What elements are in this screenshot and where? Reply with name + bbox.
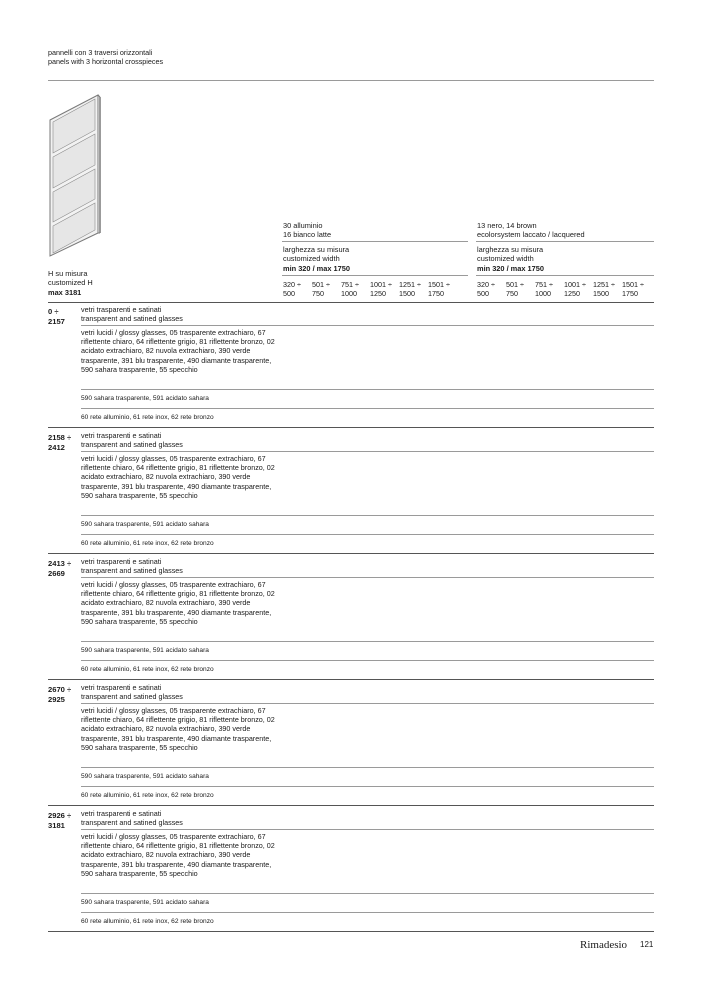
h-range <box>48 811 82 830</box>
row-divider <box>81 389 654 390</box>
width-range-cell: 1501 ÷ 1750 <box>428 280 450 299</box>
column-2-width <box>477 245 544 273</box>
width-range-cell: 320 ÷ 500 <box>283 280 301 299</box>
group-divider <box>48 805 654 806</box>
row-divider <box>81 786 654 787</box>
panel-illustration <box>46 93 102 258</box>
column-1-finish-line2: 16 bianco latte <box>283 230 332 240</box>
column-1-divider <box>282 241 468 242</box>
sahara-glass-list: 590 sahara trasparente, 591 acidato sahara <box>81 521 209 528</box>
row-divider <box>81 767 654 768</box>
table-bottom-rule <box>48 931 654 932</box>
glass-group-title-italian: vetri trasparenti e satinati <box>81 809 162 818</box>
row-divider <box>81 515 654 516</box>
h-range-to: 2157 <box>48 316 65 326</box>
glass-group-title <box>81 557 183 575</box>
mesh-glass-list: 60 rete alluminio, 61 rete inox, 62 rete bronzo <box>81 666 214 673</box>
row-divider <box>81 912 654 913</box>
glass-group-title-english: transparent and satined glasses <box>81 566 183 576</box>
row-divider <box>81 829 654 830</box>
h-range-from: 2926 ÷ <box>48 811 72 820</box>
column-2-finish-line2: ecolorsystem laccato / lacquered <box>477 230 585 240</box>
glossy-glass-list: vetri lucidi / glossy glasses, 05 trasparente extrachiaro, 67 riflettente chiaro, 64 riflettente grigio, 81 riflettente bronzo, 02 acidato extrachiaro, 82 nuvola extrachiaro, 390 verde trasparente, 391 blu trasparente, 490 diamante trasparente, 590 sahara trasparente, 55 specchio <box>81 706 275 752</box>
title-italian: pannelli con 3 traversi orizzontali <box>48 48 153 57</box>
group-divider <box>48 553 654 554</box>
sahara-glass-list: 590 sahara trasparente, 591 acidato sahara <box>81 899 209 906</box>
row-divider <box>81 641 654 642</box>
glass-group-title-english: transparent and satined glasses <box>81 692 183 702</box>
table-top-rule <box>48 302 654 303</box>
title-english: panels with 3 horizontal crosspieces <box>48 57 164 67</box>
glass-group-title-italian: vetri trasparenti e satinati <box>81 557 162 566</box>
glass-group-title-english: transparent and satined glasses <box>81 440 183 450</box>
glass-group-title-english: transparent and satined glasses <box>81 314 183 324</box>
column-2-finish <box>477 221 585 240</box>
glass-group-title <box>81 683 183 701</box>
sahara-glass-list: 590 sahara trasparente, 591 acidato sahara <box>81 773 209 780</box>
row-divider <box>81 408 654 409</box>
width-range-cell: 501 ÷ 750 <box>506 280 524 299</box>
h-range-to: 2669 <box>48 568 65 578</box>
width-range-cell: 751 ÷ 1000 <box>535 280 553 299</box>
column-1-width <box>283 245 350 273</box>
glass-group-title-italian: vetri trasparenti e satinati <box>81 305 162 314</box>
column-1-divider-2 <box>282 275 468 276</box>
width-range-cell: 1251 ÷ 1500 <box>399 280 421 299</box>
group-divider <box>48 679 654 680</box>
page-title <box>48 48 348 66</box>
h-range <box>48 433 82 452</box>
glass-group-title <box>81 431 183 449</box>
mesh-glass-list: 60 rete alluminio, 61 rete inox, 62 rete bronzo <box>81 414 214 421</box>
column-2-width-english: customized width <box>477 254 534 264</box>
column-1-width-english: customized width <box>283 254 340 264</box>
row-divider <box>81 703 654 704</box>
column-2-divider-2 <box>476 275 654 276</box>
h-label <box>48 269 93 297</box>
glossy-glass-list: vetri lucidi / glossy glasses, 05 trasparente extrachiaro, 67 riflettente chiaro, 64 riflettente grigio, 81 riflettente bronzo, 02 acidato extrachiaro, 82 nuvola extrachiaro, 390 verde trasparente, 391 blu trasparente, 490 diamante trasparente, 590 sahara trasparente, 55 specchio <box>81 454 275 500</box>
width-range-cell: 1501 ÷ 1750 <box>622 280 644 299</box>
sahara-glass-list: 590 sahara trasparente, 591 acidato sahara <box>81 647 209 654</box>
glass-group-title <box>81 305 183 323</box>
width-range-cell: 501 ÷ 750 <box>312 280 330 299</box>
h-range <box>48 307 82 326</box>
h-label-english: customized H <box>48 278 93 288</box>
glossy-glass-list: vetri lucidi / glossy glasses, 05 trasparente extrachiaro, 67 riflettente chiaro, 64 riflettente grigio, 81 riflettente bronzo, 02 acidato extrachiaro, 82 nuvola extrachiaro, 390 verde trasparente, 391 blu trasparente, 490 diamante trasparente, 590 sahara trasparente, 55 specchio <box>81 328 275 374</box>
row-divider <box>81 660 654 661</box>
row-divider <box>81 325 654 326</box>
row-divider <box>81 577 654 578</box>
width-range-cell: 1001 ÷ 1250 <box>370 280 392 299</box>
h-label-italian: H su misura <box>48 269 88 278</box>
glossy-glass-list: vetri lucidi / glossy glasses, 05 trasparente extrachiaro, 67 riflettente chiaro, 64 riflettente grigio, 81 riflettente bronzo, 02 acidato extrachiaro, 82 nuvola extrachiaro, 390 verde trasparente, 391 blu trasparente, 490 diamante trasparente, 590 sahara trasparente, 55 specchio <box>81 580 275 626</box>
brand-logo: Rimadesio <box>580 939 628 951</box>
column-2-divider <box>476 241 654 242</box>
column-2-width-ranges <box>477 280 651 299</box>
h-range-to: 2412 <box>48 442 65 452</box>
row-divider <box>81 893 654 894</box>
h-range-from: 2670 ÷ <box>48 685 72 694</box>
column-1-width-ranges <box>283 280 457 299</box>
column-2-width-italian: larghezza su misura <box>477 245 544 254</box>
h-range <box>48 685 82 704</box>
sahara-glass-list: 590 sahara trasparente, 591 acidato sahara <box>81 395 209 402</box>
mesh-glass-list: 60 rete alluminio, 61 rete inox, 62 rete bronzo <box>81 540 214 547</box>
width-range-cell: 1001 ÷ 1250 <box>564 280 586 299</box>
glass-group-title <box>81 809 183 827</box>
h-range-from: 0 ÷ <box>48 307 59 316</box>
h-max: max 3181 <box>48 287 82 297</box>
group-divider <box>48 427 654 428</box>
h-range-from: 2413 ÷ <box>48 559 72 568</box>
row-divider <box>81 534 654 535</box>
mesh-glass-list: 60 rete alluminio, 61 rete inox, 62 rete bronzo <box>81 918 214 925</box>
width-range-cell: 751 ÷ 1000 <box>341 280 359 299</box>
mesh-glass-list: 60 rete alluminio, 61 rete inox, 62 rete bronzo <box>81 792 214 799</box>
column-1-width-italian: larghezza su misura <box>283 245 350 254</box>
h-range-to: 2925 <box>48 694 65 704</box>
h-range-from: 2158 ÷ <box>48 433 72 442</box>
width-range-cell: 1251 ÷ 1500 <box>593 280 615 299</box>
column-1-width-range: min 320 / max 1750 <box>283 263 350 273</box>
header-divider <box>48 80 654 81</box>
glossy-glass-list: vetri lucidi / glossy glasses, 05 trasparente extrachiaro, 67 riflettente chiaro, 64 riflettente grigio, 81 riflettente bronzo, 02 acidato extrachiaro, 82 nuvola extrachiaro, 390 verde trasparente, 391 blu trasparente, 490 diamante trasparente, 590 sahara trasparente, 55 specchio <box>81 832 275 878</box>
column-2-width-range: min 320 / max 1750 <box>477 263 544 273</box>
h-range-to: 3181 <box>48 820 65 830</box>
row-divider <box>81 451 654 452</box>
column-2-finish-line1: 13 nero, 14 brown <box>477 221 537 230</box>
page-number: 121 <box>640 940 654 949</box>
column-1-finish <box>283 221 331 240</box>
glass-group-title-italian: vetri trasparenti e satinati <box>81 683 162 692</box>
h-range <box>48 559 82 578</box>
glass-group-title-italian: vetri trasparenti e satinati <box>81 431 162 440</box>
glass-group-title-english: transparent and satined glasses <box>81 818 183 828</box>
column-1-finish-line1: 30 alluminio <box>283 221 323 230</box>
width-range-cell: 320 ÷ 500 <box>477 280 495 299</box>
